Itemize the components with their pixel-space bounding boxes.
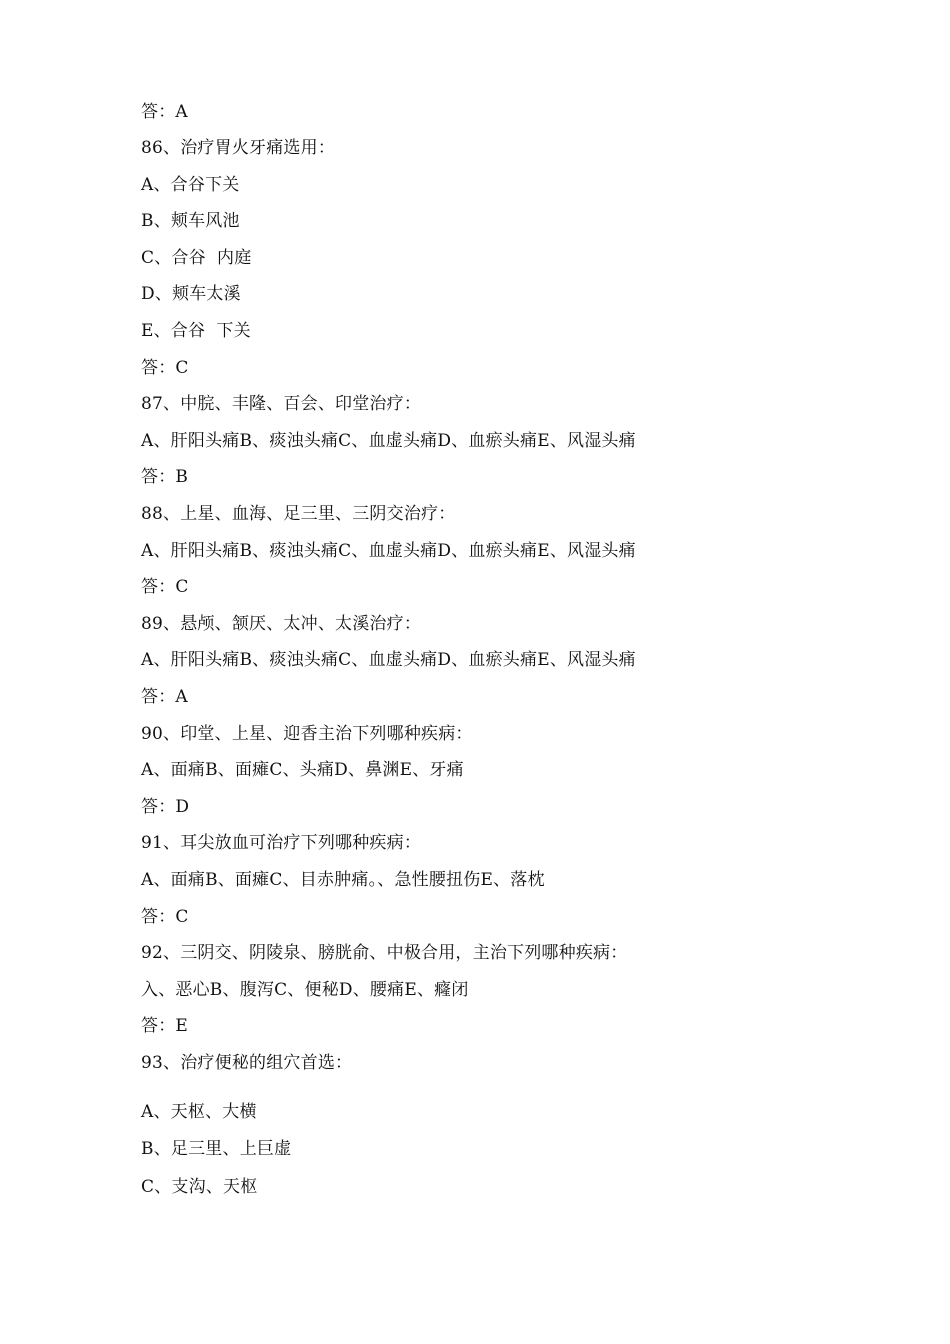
question-90: 90、印堂、上星、迎香主治下列哪种疾病： bbox=[141, 724, 473, 744]
answer-88: 答：C bbox=[141, 577, 189, 597]
answer-87: 答：B bbox=[141, 467, 189, 487]
answer-91: 答：C bbox=[141, 907, 189, 927]
question-88: 88、上星、血海、足三里、三阴交治疗： bbox=[141, 504, 456, 524]
options-89: A、肝阳头痛B、痰浊头痛C、血虚头痛D、血瘀头痛E、风湿头痛 bbox=[141, 650, 636, 670]
option-86-e: E、合谷 下关 bbox=[141, 321, 251, 341]
question-91: 91、耳尖放血可治疗下列哪种疾病： bbox=[141, 833, 422, 853]
option-93-b: B、足三里、上巨虚 bbox=[141, 1139, 292, 1159]
answer-85: 答：A bbox=[141, 102, 188, 122]
option-86-d: D、颊车太溪 bbox=[141, 284, 241, 304]
options-88: A、肝阳头痛B、痰浊头痛C、血虚头痛D、血瘀头痛E、风湿头痛 bbox=[141, 541, 636, 561]
question-93: 93、治疗便秘的组穴首选： bbox=[141, 1053, 353, 1073]
question-86: 86、治疗胃火牙痛选用： bbox=[141, 138, 336, 158]
question-89: 89、悬颅、颔厌、太冲、太溪治疗： bbox=[141, 614, 422, 634]
option-93-a: A、天枢、大横 bbox=[141, 1102, 257, 1122]
options-90: A、面痛B、面瘫C、头痛D、鼻渊E、牙痛 bbox=[141, 760, 464, 780]
option-86-b: B、颊车风池 bbox=[141, 211, 240, 231]
answer-89: 答：A bbox=[141, 687, 188, 707]
options-91: A、面痛B、面瘫C、目赤肿痛。、急性腰扭伤E、落枕 bbox=[141, 870, 545, 890]
answer-92: 答：E bbox=[141, 1016, 189, 1036]
question-87: 87、中脘、丰隆、百会、印堂治疗： bbox=[141, 394, 422, 414]
question-92: 92、三阴交、阴陵泉、膀胱俞、中极合用，主治下列哪种疾病： bbox=[141, 943, 628, 963]
options-92: 入、恶心B、腹泻C、便秘D、腰痛E、癃闭 bbox=[141, 980, 469, 1000]
option-86-a: A、合谷下关 bbox=[141, 175, 240, 195]
answer-86: 答：C bbox=[141, 358, 189, 378]
answer-90: 答：D bbox=[141, 797, 190, 817]
option-93-c: C、支沟、天枢 bbox=[141, 1177, 258, 1197]
option-86-c: C、合谷 内庭 bbox=[141, 248, 252, 268]
options-87: A、肝阳头痛B、痰浊头痛C、血虚头痛D、血瘀头痛E、风湿头痛 bbox=[141, 431, 636, 451]
